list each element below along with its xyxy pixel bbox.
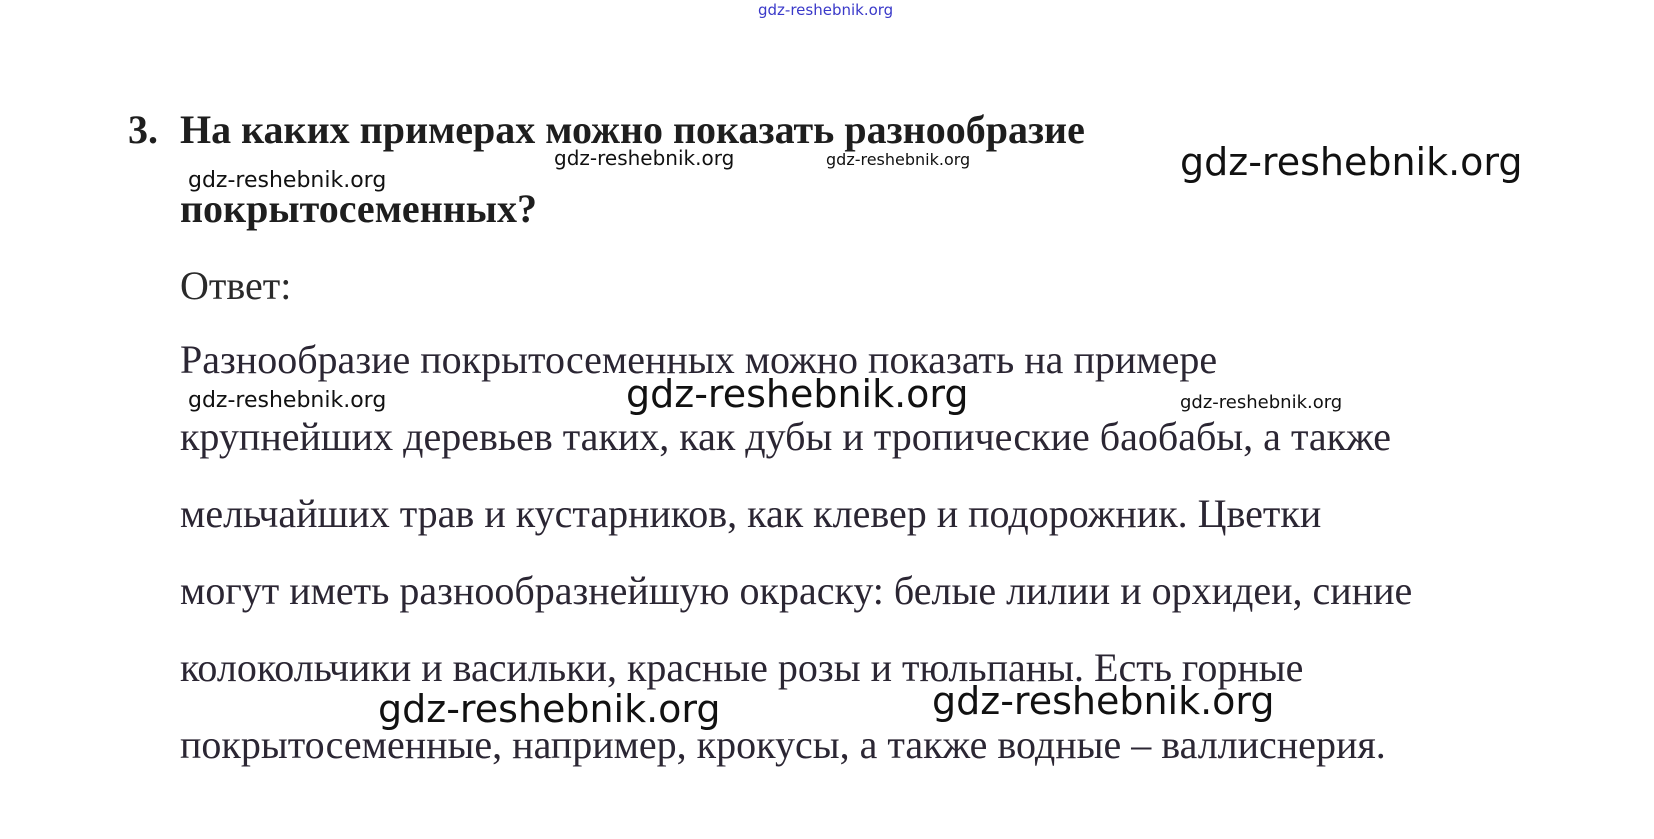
question-line-2: покрытосеменных? [180, 186, 538, 231]
watermark-top: gdz-reshebnik.org [758, 1, 894, 19]
watermark: gdz-reshebnik.org [188, 388, 387, 413]
answer-line-1: Разнообразие покрытосеменных можно показать на примере [180, 337, 1218, 382]
watermark: gdz-reshebnik.org [554, 146, 735, 170]
answer-line-6: покрытосеменные, например, крокусы, а также водные – валлиснерия. [180, 722, 1386, 767]
answer-line-2: крупнейших деревьев таких, как дубы и тропические баобабы, а также [180, 414, 1391, 459]
watermark: gdz-reshebnik.org [932, 679, 1275, 723]
watermark: gdz-reshebnik.org [1180, 140, 1523, 184]
answer-label: Ответ: [180, 263, 292, 308]
watermark: gdz-reshebnik.org [188, 168, 387, 193]
answer-line-4: могут иметь разнообразнейшую окраску: белые лилии и орхидеи, синие [180, 568, 1413, 613]
question-line-1: На каких примерах можно показать разнообразие [180, 107, 1085, 152]
answer-line-5: колокольчики и васильки, красные розы и тюльпаны. Есть горные [180, 645, 1304, 690]
watermark: gdz-reshebnik.org [378, 687, 721, 731]
watermark: gdz-reshebnik.org [826, 150, 971, 169]
watermark: gdz-reshebnik.org [626, 372, 969, 416]
question-number: 3. [128, 107, 158, 152]
answer-line-3: мельчайших трав и кустарников, как клевер и подорожник. Цветки [180, 491, 1322, 536]
watermark: gdz-reshebnik.org [1180, 392, 1343, 413]
